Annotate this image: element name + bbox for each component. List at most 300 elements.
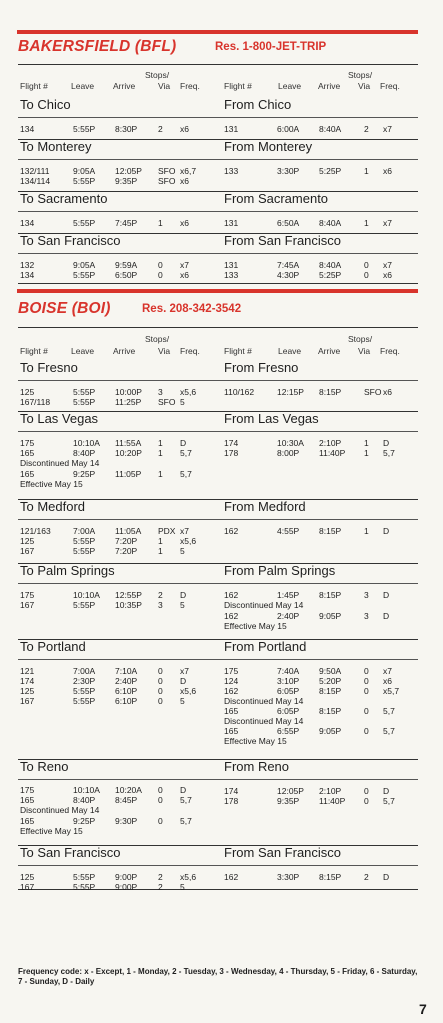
leave-time: 4:30P: [277, 270, 300, 280]
leave-time: 4:55P: [277, 526, 300, 536]
freq-header-left: Freq.: [180, 81, 200, 91]
route-section: [18, 411, 418, 499]
leave-time: 3:30P: [277, 872, 300, 882]
frequency: D: [383, 526, 390, 536]
frequency: x7: [383, 260, 392, 270]
arrive-time: 11:40P: [319, 448, 346, 458]
frequency: x7: [180, 260, 189, 270]
leave-time: 9:05A: [73, 260, 96, 270]
flight-number: 133: [224, 270, 239, 280]
stops-via: 0: [158, 270, 163, 280]
route-to-title: To Sacramento: [20, 191, 108, 206]
leave-header-left: Leave: [71, 81, 95, 91]
stops-header-right: Stops/: [348, 334, 373, 344]
stops-via: 1: [364, 438, 369, 448]
frequency: 5: [180, 696, 185, 706]
frequency: x6: [180, 124, 189, 134]
reservation-phone: Res. 208-342-3542: [142, 303, 242, 315]
flight-number: 175: [20, 785, 35, 795]
route-from-title: From Portland: [224, 639, 307, 654]
arrive-time: 11:05A: [115, 526, 142, 536]
frequency: 5,7: [383, 448, 395, 458]
flight-number: 165: [20, 448, 35, 458]
flight-number: 175: [224, 666, 239, 676]
flight-row: [18, 590, 418, 601]
red-rule: [17, 289, 418, 293]
frequency: x5,6: [180, 387, 197, 397]
stops-via: 2: [364, 124, 369, 134]
frequency: x5,6: [180, 872, 197, 882]
leave-time: 12:15P: [277, 387, 304, 397]
arrive-time: 11:40P: [319, 796, 346, 806]
leave-time: 1:45P: [277, 590, 300, 600]
flight-number: 125: [20, 387, 35, 397]
frequency: x7: [383, 218, 392, 228]
arrive-time: 12:55P: [115, 590, 142, 600]
stops-via: 2: [158, 882, 163, 892]
arrive-time: 10:20A: [115, 785, 142, 795]
stops-via: 1: [158, 218, 163, 228]
route-to-title: To Portland: [20, 639, 86, 654]
arrive-header-right: Arrive: [318, 346, 341, 356]
frequency: x7: [180, 526, 189, 536]
route-to-title: To Medford: [20, 499, 86, 514]
via-header-right: Via: [358, 346, 371, 356]
flight-number: 134: [20, 218, 35, 228]
frequency: x6: [180, 270, 189, 280]
leave-time: 5:55P: [73, 218, 96, 228]
arrive-time: 5:25P: [319, 166, 342, 176]
flight-number: 121: [20, 666, 35, 676]
frequency: D: [180, 676, 187, 686]
flight-number: 167: [20, 696, 35, 706]
frequency: 5: [180, 600, 185, 610]
frequency: D: [180, 590, 187, 600]
frequency: x5,6: [180, 536, 197, 546]
arrive-time: 5:25P: [319, 270, 342, 280]
frequency: 5,7: [180, 816, 192, 826]
stops-via: 3: [158, 387, 163, 397]
flight-row: [18, 611, 418, 622]
arrive-time: 2:40P: [115, 676, 138, 686]
flight-number: 124: [224, 676, 239, 686]
stops-via: 3: [364, 611, 369, 621]
flight-number: 131: [224, 218, 239, 228]
schedule-note: Effective May 15: [20, 479, 83, 489]
leave-time: 5:55P: [73, 536, 96, 546]
stops-via: 1: [158, 546, 163, 556]
flight-number: 178: [224, 448, 239, 458]
leave-time: 6:05P: [277, 686, 300, 696]
flight-number: 134: [20, 270, 35, 280]
arrive-time: 9:00P: [115, 872, 138, 882]
schedule-note: Discontinued May 14: [20, 805, 100, 815]
stops-via: 3: [158, 600, 163, 610]
leave-time: 5:55P: [73, 270, 96, 280]
frequency: 5: [180, 882, 185, 892]
flight-number: 132: [20, 260, 35, 270]
stops-via: 1: [364, 166, 369, 176]
section-divider: [18, 865, 418, 866]
city-header: [18, 38, 418, 60]
arrive-header-left: Arrive: [113, 81, 136, 91]
flight-number: 174: [224, 786, 239, 796]
leave-time: 12:05P: [277, 786, 304, 796]
flight-number: 174: [224, 438, 239, 448]
frequency: 5,7: [383, 726, 395, 736]
flight-number: 165: [20, 795, 35, 805]
arrive-time: 10:00P: [115, 387, 142, 397]
flight-header-right: Flight #: [224, 81, 252, 91]
flight-number: 167: [20, 600, 35, 610]
section-divider: [18, 659, 418, 660]
column-headers: [18, 70, 418, 94]
section-divider: [18, 117, 418, 118]
freq-header-left: Freq.: [180, 346, 200, 356]
section-divider: [18, 253, 418, 254]
arrive-time: 8:30P: [115, 124, 138, 134]
leave-time: 9:25P: [73, 816, 96, 826]
frequency: 5,7: [180, 469, 192, 479]
route-to-title: To Fresno: [20, 360, 78, 375]
frequency: D: [180, 438, 187, 448]
leave-time: 5:55P: [73, 124, 96, 134]
route-from-title: From Monterey: [224, 139, 313, 154]
stops-via: 3: [364, 590, 369, 600]
flight-number: 167/118: [20, 397, 51, 407]
frequency: D: [383, 590, 390, 600]
header-rule: [18, 64, 418, 65]
flight-number: 132/111: [20, 166, 50, 176]
flight-row: [18, 796, 418, 807]
stops-via: 1: [364, 218, 369, 228]
arrive-time: 9:59A: [115, 260, 138, 270]
frequency: 5: [180, 546, 185, 556]
arrive-time: 10:35P: [115, 600, 142, 610]
stops-via: 0: [364, 726, 369, 736]
flight-number: 134: [20, 124, 35, 134]
via-header-left: Via: [158, 346, 171, 356]
route-section: [18, 759, 418, 845]
leave-time: 5:55P: [73, 387, 96, 397]
arrive-time: 7:10A: [115, 666, 138, 676]
flight-number: 134/114: [20, 176, 51, 186]
leave-time: 5:55P: [73, 546, 96, 556]
leave-time: 6:50A: [277, 218, 300, 228]
flight-row: [18, 686, 418, 697]
frequency: x6,7: [180, 166, 197, 176]
route-from-title: From Chico: [224, 97, 292, 112]
arrive-time: 2:10P: [319, 438, 342, 448]
schedule-note: Discontinued May 14: [224, 600, 304, 610]
route-from-title: From Palm Springs: [224, 563, 336, 578]
route-to-title: To Chico: [20, 97, 71, 112]
stops-via: 0: [364, 786, 369, 796]
route-from-title: From Medford: [224, 499, 306, 514]
arrive-time: 11:25P: [115, 397, 142, 407]
section-divider: [18, 283, 418, 284]
flight-number: 165: [224, 726, 239, 736]
stops-via: 2: [364, 872, 369, 882]
frequency: 5,7: [180, 448, 192, 458]
route-from-title: From San Francisco: [224, 845, 342, 860]
route-to-title: To Monterey: [20, 139, 92, 154]
red-rule: [17, 30, 418, 34]
frequency: x5,6: [180, 686, 197, 696]
leave-time: 9:35P: [277, 796, 300, 806]
route-section: [18, 845, 418, 892]
route-from-title: From Las Vegas: [224, 411, 319, 426]
flight-row: [18, 872, 418, 883]
section-divider: [18, 159, 418, 160]
flight-number: 125: [20, 872, 35, 882]
flight-row: [18, 706, 418, 717]
stops-header-left: Stops/: [145, 70, 170, 80]
route-to-title: To San Francisco: [20, 845, 121, 860]
leave-header-right: Leave: [278, 81, 302, 91]
flight-header-right: Flight #: [224, 346, 252, 356]
leave-time: 7:45A: [277, 260, 300, 270]
leave-time: 8:00P: [277, 448, 300, 458]
stops-header-right: Stops/: [348, 70, 373, 80]
arrive-time: 7:45P: [115, 218, 138, 228]
leave-time: 3:10P: [277, 676, 300, 686]
stops-via: 1: [158, 536, 163, 546]
leave-time: 6:00A: [277, 124, 300, 134]
flight-row: [18, 526, 418, 537]
stops-via: SFO: [158, 176, 176, 186]
leave-time: 6:55P: [277, 726, 300, 736]
flight-header-left: Flight #: [20, 81, 48, 91]
leave-time: 5:55P: [73, 176, 96, 186]
leave-time: 7:40A: [277, 666, 300, 676]
flight-row: [18, 166, 418, 177]
stops-via: SFO: [158, 397, 176, 407]
arrive-time: 8:15P: [319, 590, 342, 600]
arrive-time: 8:40A: [319, 260, 342, 270]
route-section: [18, 563, 418, 639]
stops-header-left: Stops/: [145, 334, 170, 344]
stops-via: 0: [158, 676, 163, 686]
flight-number: 165: [224, 706, 239, 716]
route-to-title: To San Francisco: [20, 233, 121, 248]
leave-time: 8:40P: [73, 448, 96, 458]
frequency: x7: [383, 124, 392, 134]
stops-via: 0: [158, 260, 163, 270]
reservation-phone: Res. 1-800-JET-TRIP: [215, 41, 327, 53]
arrive-time: 11:05P: [115, 469, 142, 479]
stops-via: 1: [364, 526, 369, 536]
column-headers: [18, 334, 418, 358]
route-section: [18, 233, 418, 283]
flight-row: [18, 397, 418, 408]
leave-time: 9:05A: [73, 166, 96, 176]
flight-number: 110/162: [224, 387, 255, 397]
flight-row: [18, 218, 418, 229]
frequency: x7: [180, 666, 189, 676]
freq-header-right: Freq.: [380, 346, 400, 356]
arrive-header-left: Arrive: [113, 346, 136, 356]
flight-number: 167: [20, 882, 35, 892]
section-divider: [18, 779, 418, 780]
section-divider: [18, 380, 418, 381]
stops-via: 1: [158, 469, 163, 479]
leave-time: 10:10A: [73, 438, 100, 448]
arrive-time: 8:15P: [319, 706, 342, 716]
stops-via: 0: [158, 785, 163, 795]
leave-time: 7:00A: [73, 666, 96, 676]
flight-number: 175: [20, 590, 35, 600]
city-header: [18, 300, 418, 322]
schedule-note: Effective May 15: [224, 621, 287, 631]
frequency: x6: [383, 270, 392, 280]
leave-time: 8:40P: [73, 795, 96, 805]
leave-header-left: Leave: [71, 346, 95, 356]
arrive-time: 6:10P: [115, 686, 138, 696]
arrive-time: 7:20P: [115, 546, 138, 556]
frequency: D: [383, 611, 390, 621]
flight-number: 121/163: [20, 526, 51, 536]
frequency: D: [383, 438, 390, 448]
schedule-note: Discontinued May 14: [224, 696, 304, 706]
arrive-time: 9:50A: [319, 666, 342, 676]
flight-number: 165: [20, 816, 35, 826]
section-divider: [18, 519, 418, 520]
route-section: [18, 97, 418, 139]
flight-header-left: Flight #: [20, 346, 48, 356]
flight-row: [18, 387, 418, 398]
stops-via: 2: [158, 124, 163, 134]
schedule-note: Discontinued May 14: [224, 716, 304, 726]
frequency-code-legend: Frequency code: x - Except, 1 - Monday, 2 - Tuesday, 3 - Wednesday, 4 - Thursday, 5 - Friday, 6 - Saturday, 7 - Sunday, D - Daily: [18, 967, 418, 986]
flight-row: [18, 448, 418, 459]
leave-time: 7:00A: [73, 526, 96, 536]
stops-via: 2: [158, 590, 163, 600]
frequency: x6: [383, 387, 392, 397]
page-number: 7: [419, 1001, 427, 1017]
schedule-note: Discontinued May 14: [20, 458, 100, 468]
route-to-title: To Reno: [20, 759, 69, 774]
stops-via: 1: [364, 448, 369, 458]
arrive-time: 8:45P: [115, 795, 138, 805]
section-divider: [18, 583, 418, 584]
arrive-time: 7:20P: [115, 536, 138, 546]
leave-time: 5:55P: [73, 600, 96, 610]
arrive-time: 8:40A: [319, 218, 342, 228]
route-from-title: From Fresno: [224, 360, 299, 375]
frequency: x7: [383, 666, 392, 676]
flight-number: 175: [20, 438, 35, 448]
arrive-time: 12:05P: [115, 166, 142, 176]
stops-via: 2: [158, 872, 163, 882]
leave-time: 9:25P: [73, 469, 96, 479]
arrive-time: 8:15P: [319, 387, 342, 397]
arrive-time: 8:15P: [319, 872, 342, 882]
flight-number: 125: [20, 686, 35, 696]
flight-number: 165: [20, 469, 35, 479]
arrive-time: 2:10P: [319, 786, 342, 796]
stops-via: 0: [158, 686, 163, 696]
route-section: [18, 360, 418, 411]
leave-time: 5:55P: [73, 686, 96, 696]
stops-via: 1: [158, 448, 163, 458]
flight-row: [18, 270, 418, 281]
stops-via: 0: [364, 796, 369, 806]
leave-time: 5:55P: [73, 882, 96, 892]
arrive-time: 6:50P: [115, 270, 138, 280]
arrive-time: 11:55A: [115, 438, 142, 448]
city-name: BAKERSFIELD (BFL): [18, 38, 177, 55]
leave-time: 5:55P: [73, 872, 96, 882]
flight-row: [18, 882, 418, 893]
arrive-time: 5:20P: [319, 676, 342, 686]
stops-via: 0: [364, 706, 369, 716]
route-to-title: To Palm Springs: [20, 563, 115, 578]
stops-via: 0: [364, 260, 369, 270]
frequency: D: [180, 785, 187, 795]
stops-via: SFO: [158, 166, 176, 176]
flight-row: [18, 176, 418, 187]
stops-via: 0: [158, 696, 163, 706]
frequency: x5,7: [383, 686, 400, 696]
city-name: BOISE (BOI): [18, 300, 111, 317]
route-from-title: From San Francisco: [224, 233, 342, 248]
leave-header-right: Leave: [278, 346, 302, 356]
flight-row: [18, 600, 418, 611]
flight-number: 162: [224, 686, 239, 696]
flight-row: [18, 726, 418, 737]
flight-number: 174: [20, 676, 35, 686]
schedule-note: Effective May 15: [20, 826, 83, 836]
arrive-header-right: Arrive: [318, 81, 341, 91]
flight-number: 178: [224, 796, 239, 806]
stops-via: 0: [364, 686, 369, 696]
stops-via: 0: [158, 816, 163, 826]
stops-via: 0: [158, 795, 163, 805]
via-header-right: Via: [358, 81, 371, 91]
frequency: x6: [383, 676, 392, 686]
flight-number: 125: [20, 536, 35, 546]
arrive-time: 8:15P: [319, 686, 342, 696]
arrive-time: 9:00P: [115, 882, 138, 892]
frequency: 5,7: [180, 795, 192, 805]
route-from-title: From Sacramento: [224, 191, 329, 206]
route-section: [18, 191, 418, 233]
via-header-left: Via: [158, 81, 171, 91]
route-to-title: To Las Vegas: [20, 411, 99, 426]
arrive-time: 9:35P: [115, 176, 138, 186]
stops-via: SFO: [364, 387, 382, 397]
frequency: 5,7: [383, 706, 395, 716]
leave-time: 10:30A: [277, 438, 304, 448]
leave-time: 5:55P: [73, 696, 96, 706]
flight-number: 167: [20, 546, 35, 556]
schedule-note: Effective May 15: [224, 736, 287, 746]
stops-via: 0: [364, 270, 369, 280]
frequency: x6: [180, 176, 189, 186]
leave-time: 10:10A: [73, 590, 100, 600]
frequency: D: [383, 786, 390, 796]
header-rule: [18, 327, 418, 328]
leave-time: 6:05P: [277, 706, 300, 716]
frequency: D: [383, 872, 390, 882]
route-section: [18, 139, 418, 191]
frequency: x6: [180, 218, 189, 228]
section-divider: [18, 431, 418, 432]
frequency: 5: [180, 397, 185, 407]
flight-number: 162: [224, 611, 239, 621]
arrive-time: 10:20P: [115, 448, 142, 458]
